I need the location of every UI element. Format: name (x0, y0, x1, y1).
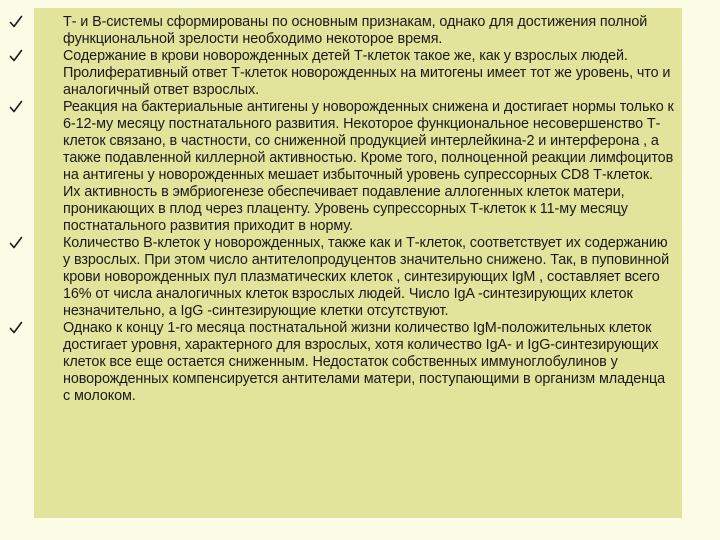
bullet-item (34, 320, 674, 405)
check-icon (8, 99, 24, 115)
bullet-item (34, 99, 674, 235)
bullet-item (34, 14, 674, 48)
check-icon (8, 48, 24, 64)
check-icon (8, 235, 24, 251)
bullet-list (34, 14, 674, 405)
bullet-item (34, 48, 674, 99)
check-icon (8, 14, 24, 30)
content-panel (34, 8, 682, 518)
bullet-text: Однако к концу 1-го месяца постнатальной жизни количество IgM-положительных клеток достигает уровня, характерного для взрослых, хотя количество IgA- и IgG-синтезирующих клеток все еще остается сниженным. Недостаток собственных иммуноглобулинов у новорожденных компенсируется антителами матери, поступающими в организм младенца с молоком. (63, 320, 666, 404)
bullet-item (34, 235, 674, 320)
check-icon (8, 320, 24, 336)
bullet-text: Количество В-клеток у новорожденных, также как и Т-клеток, соответствует их содержанию у взрослых. При этом число антителопродуцентов значительно снижено. Так, в пуповинной крови новорожденных пул плазматических клеток , синтезирующих IgM , составляет всего 16% от числа аналогичных клеток взрослых людей. Число IgA -синтезирующих клеток незначительно, а IgG -синтезирующие клетки отсутствуют. (63, 235, 670, 319)
bullet-text: Реакция на бактериальные антигены у новорожденных снижена и достигает нормы только к 6-12-му месяцу постнатального развития. Некоторое функциональное несовершенство Т-клеток связано, в частности, со сниженной продукцией интерлейкина-2 и интерферона , а также подавленной киллерной активностью. Кроме того, полноценной реакции лимфоцитов на антигены у новорожденных мешает избыточный уровень супрессорных CD8 Т-клеток. Их активность в эмбриогенезе обеспечивает подавление аллогенных клеток матери, проникающих в плод через плаценту. Уровень супрессорных Т-клеток к 11-му месяцу постнатального развития приходит в норму. (63, 99, 674, 234)
bullet-text: Т- и В-системы сформированы по основным признакам, однако для достижения полной функциональной зрелости необходимо некоторое время. (63, 14, 648, 47)
bullet-text: Содержание в крови новорожденных детей Т-клеток такое же, как у взрослых людей. Пролиферативный ответ Т-клеток новорожденных на митогены имеет тот же уровень, что и аналогичный ответ взрослых. (63, 48, 671, 98)
